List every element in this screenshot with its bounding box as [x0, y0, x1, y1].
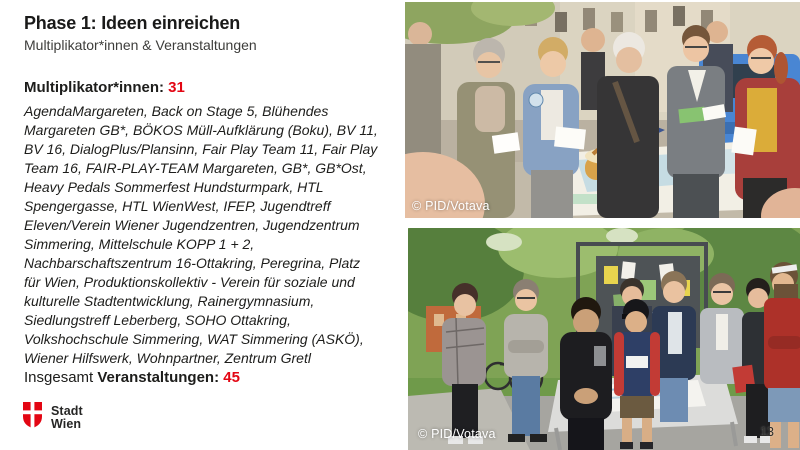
organization-list-line: BV 16, DialogPlus/Plansinn, Fair Play Team 11, Fair Play [24, 141, 378, 157]
veranstaltungen-count-line [24, 369, 240, 386]
organization-list-line: AgendaMargareten, Back on Stage 5, Blühendes [24, 103, 329, 119]
multiplikator-count-line [24, 79, 185, 96]
organization-list-line: Margareten GB*, BÖKOS Müll-Aufklärung (Boku), BV 11, [24, 122, 378, 138]
organization-list-line: Nachbarschaftszentrum 16-Ottakring, Peregrina, Platz [24, 255, 361, 271]
multiplikator-label: Multiplikator*innen: [24, 79, 164, 96]
organization-list-line: Simmering, Mittelschule KOPP 1 + 2, [24, 236, 255, 252]
organization-list-line: Heavy Pedals Sommerfest Hundsturmpark, HTL [24, 179, 324, 195]
veranstaltungen-label: Veranstaltungen: [97, 369, 220, 386]
logo-line2: Wien [51, 416, 82, 431]
photo-credit: © PID/Votava [412, 199, 490, 213]
photo-park-event [408, 228, 800, 450]
photo-park-event-illustration [408, 228, 800, 450]
organization-list-line: Wiener Hilfswerk, Wohnpartner, Zentrum Gretl [24, 350, 311, 366]
organization-list-line: Eleven/Verein Wiener Jugendzentren, Jugendzentrum [24, 217, 360, 233]
insgesamt-prefix: Insgesamt [24, 369, 98, 386]
slide-title: Phase 1: Ideen einreichen [24, 13, 241, 33]
organization-list-line: Team 16, FAIR-PLAY-TEAM Margareten, GB*, GB*Ost, [24, 160, 367, 176]
organization-list-line: Siedlungstreff Leberberg, SOHO Ottakring, [24, 312, 291, 328]
page-number: 13 [760, 425, 774, 439]
organization-list-line: Spengergasse, HTL WienWest, IFEP, Jugendtreff [24, 198, 331, 214]
multiplikator-count: 31 [168, 79, 185, 96]
veranstaltungen-count: 45 [223, 369, 240, 386]
organization-list-line: kulturelle Stadtentwicklung, Rainergymnasium, [24, 293, 315, 309]
stadt-wien-logo [22, 401, 83, 434]
slide-content-column [24, 0, 402, 450]
photo-credit: © PID/Votava [418, 427, 496, 441]
stadt-wien-logo-text [51, 405, 83, 431]
stadt-wien-shield-icon [22, 401, 43, 434]
organization-list-line: für Wien, Produktionskollektiv - Verein für soziale und [24, 274, 355, 290]
logo-line1: Stadt [51, 403, 83, 418]
organization-list [24, 102, 378, 368]
photo-street-event-illustration [405, 2, 800, 218]
slide-subtitle: Multiplikator*innen & Veranstaltungen [24, 37, 257, 53]
photo-street-event [405, 2, 800, 218]
organization-list-line: Volkshochschule Simmering, WAT Simmering (ASKÖ), [24, 331, 364, 347]
